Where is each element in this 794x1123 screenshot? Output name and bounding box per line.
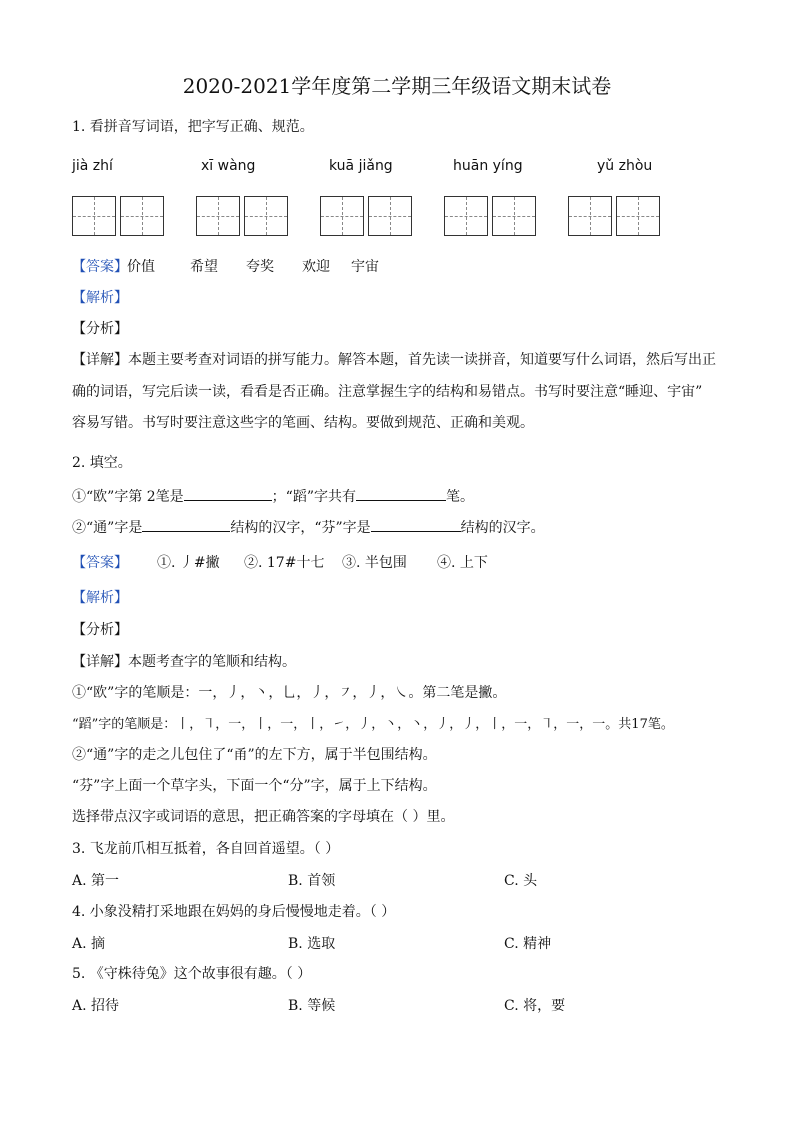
q2-line1-part-a: ①“欧”字第 2笔是: [72, 489, 184, 505]
q2-answer-4: ④. 上下: [437, 555, 488, 571]
q4-option-b[interactable]: B. 选取: [288, 936, 336, 952]
q3-prompt: 3. 飞龙前爪相互抵着，各自回首遥望。（ ）: [72, 841, 340, 857]
writing-box[interactable]: [196, 196, 240, 236]
q1-prompt: 1. 看拼音写词语，把字写正确、规范。: [72, 119, 314, 135]
q2-line1-part-b: ；“蹈”字共有: [271, 489, 356, 505]
q1-pinyin-2: xī wàng: [201, 158, 256, 174]
q1-pinyin-3: kuā jiǎng: [329, 158, 393, 174]
q2-line2-part-b: 结构的汉字，“芬”字是: [230, 520, 371, 536]
q4-prompt: 4. 小象没精打采地跟在妈妈的身后慢慢地走着。（ ）: [72, 904, 396, 920]
q2-blank-1[interactable]: [184, 486, 272, 501]
q1-xiangjie-tag: 【详解】: [72, 352, 128, 368]
q4-option-c[interactable]: C. 精神: [504, 936, 552, 952]
q1-detail-line-2: 确的词语，写完后读一读，看看是否正确。注意掌握生字的结构和易错点。书写时要注意“睡迎、宇宙”: [72, 384, 703, 400]
q5-option-b[interactable]: B. 等候: [288, 998, 336, 1014]
q1-pinyin-1: jià zhí: [72, 158, 113, 174]
writing-box[interactable]: [568, 196, 612, 236]
q4-option-a[interactable]: A. 摘: [72, 936, 106, 952]
q2-detail-first: [72, 651, 296, 671]
q2-detail-line-2: “蹈”字的笔顺是：丨，㇕，一，丨，一，丨，㇀，丿，丶，丶，丿，丿，丨，一，㇕，一，一。共17笔。: [72, 717, 674, 732]
q1-answer-2: 希望: [190, 259, 218, 275]
q2-line2-part-a: ②“通”字是: [72, 520, 143, 536]
q2-fill-line-1: [72, 486, 474, 506]
writing-box[interactable]: [120, 196, 164, 236]
q2-detail-first-text: 本题考查字的笔顺和结构。: [128, 654, 296, 670]
q2-fenxi-tag: 【分析】: [72, 622, 128, 638]
writing-box[interactable]: [244, 196, 288, 236]
q2-xiangjie-tag: 【详解】: [72, 654, 128, 670]
q3-option-a[interactable]: A. 第一: [72, 873, 120, 889]
q2-blank-2[interactable]: [356, 486, 446, 501]
q1-detail-line-3: 容易写错。书写时要注意这些字的笔画、结构。要做到规范、正确和美观。: [72, 415, 534, 431]
writing-box[interactable]: [72, 196, 116, 236]
q2-fill-line-2: [72, 517, 545, 537]
q2-blank-4[interactable]: [371, 517, 461, 532]
q1-fenxi-tag: 【分析】: [72, 321, 128, 337]
writing-box[interactable]: [444, 196, 488, 236]
q2-detail-line-3: ②“通”字的走之儿包住了“甬”的左下方，属于半包围结构。: [72, 747, 437, 763]
q5-option-a[interactable]: A. 招待: [72, 998, 120, 1014]
q1-jiexi-tag: 【解析】: [72, 290, 128, 306]
q1-answer-3: 夸奖: [246, 259, 274, 275]
q1-answer-4: 欢迎: [302, 259, 330, 275]
q2-prompt: 2. 填空。: [72, 455, 132, 471]
q2-jiexi-tag: 【解析】: [72, 590, 128, 606]
section-instruction: 选择带点汉字或词语的意思，把正确答案的字母填在（ ）里。: [72, 809, 455, 825]
writing-box[interactable]: [320, 196, 364, 236]
q2-answer-2: ②. 17#十七: [244, 555, 325, 571]
q5-prompt: 5. 《守株待兔》这个故事很有趣。（ ）: [72, 966, 312, 982]
q1-pinyin-5: yǔ zhòu: [597, 158, 653, 174]
writing-box[interactable]: [368, 196, 412, 236]
q1-answer-tag: 【答案】: [72, 259, 128, 275]
q2-blank-3[interactable]: [142, 517, 230, 532]
q1-answer-5: 宇宙: [351, 259, 379, 275]
q2-answer-3: ③. 半包围: [342, 555, 407, 571]
q1-detail-text: 本题主要考查对词语的拼写能力。解答本题，首先读一读拼音，知道要写什么词语，然后写出正: [128, 352, 716, 368]
q3-option-c[interactable]: C. 头: [504, 873, 538, 889]
writing-box[interactable]: [492, 196, 536, 236]
q2-detail-line-1: ①“欧”字的笔顺是：一，丿，丶，乚，丿，㇇，丿，㇏。第二笔是撇。: [72, 685, 507, 701]
q5-option-c[interactable]: C. 将，要: [504, 998, 566, 1014]
q2-answer-1: ①. 丿#撇: [157, 555, 220, 571]
q2-line1-part-c: 笔。: [446, 489, 474, 505]
page-title: 2020-2021学年度第二学期三年级语文期末试卷: [182, 74, 612, 98]
q2-detail-line-4: “芬”字上面一个草字头，下面一个“分”字，属于上下结构。: [72, 778, 437, 794]
q1-detail-line-1: [72, 349, 716, 369]
q3-option-b[interactable]: B. 首领: [288, 873, 336, 889]
q1-pinyin-4: huān yíng: [453, 158, 523, 174]
q1-answer-1: 价值: [127, 259, 155, 275]
q2-line2-part-c: 结构的汉字。: [460, 520, 545, 536]
q2-answer-tag: 【答案】: [72, 555, 128, 571]
writing-box[interactable]: [616, 196, 660, 236]
